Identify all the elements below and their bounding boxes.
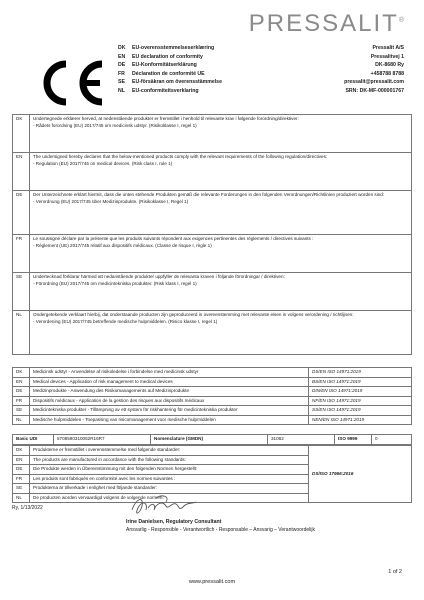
lang-code: EN: [13, 153, 30, 191]
declaration-text: [30, 311, 412, 355]
header-label: EU-overensstemmelseserklæring: [132, 45, 215, 51]
declaration-regulation: - Förordning (EU) 2017/745 om medicintekniska produkter. (Risk klass I, regel 1): [33, 280, 197, 286]
standard-description: Medicintekniska produkter - Tillämpning av ett system för riskhantering för medicintekniska produkter: [30, 406, 309, 416]
header-label: EU-conformiteitsverklaring: [132, 87, 199, 94]
lang-code: FR: [118, 70, 125, 77]
iso9999-value: 0: [372, 435, 412, 445]
declaration-intro: Ondergetekende verklaart hierbij, dat onderstaande producten zijn geproduceerd in overeenstemming met relevante eisen in volgens verordening / richtlijnen:: [33, 312, 354, 317]
company-name: Pressalit A/S: [372, 45, 404, 51]
declaration-regulation: - Règlement (UE) 2017/745 relatif aux dispositifs médicaux. (Classe de risque I, règle 1): [33, 242, 212, 248]
header-label: Déclaration de conformité UE: [132, 70, 205, 77]
declarations-table: [12, 114, 412, 355]
lang-code: SE: [118, 79, 125, 86]
lang-code: DE: [118, 62, 126, 69]
declaration-row: [13, 115, 412, 153]
standard-number: DS/EN ISO 14971:2019: [309, 368, 412, 378]
lang-code: DE: [13, 191, 30, 235]
footer-url[interactable]: www.pressalit.com: [188, 579, 236, 585]
standard-row: [13, 406, 412, 416]
declaration-text: [30, 273, 412, 311]
header-row: [118, 87, 404, 96]
standard-row: [13, 368, 412, 378]
gmdn-label: Nomenclature (GMDN): [151, 435, 268, 445]
declaration-intro: Undertegnede erklærer herved, at nedenstående produkter er fremstillet i henhold til relevante krav i følgende forordning/direktiver:: [33, 116, 299, 121]
standard-row: [13, 387, 412, 397]
company-srn: SRN: DK-MF-000001767: [345, 87, 404, 94]
company-phone: +458788 8788: [370, 70, 404, 77]
declaration-regulation: - Verordening (EU) 2017/745 betreffende medische hulpmiddelen. (Risico klasse I, regel 1): [33, 318, 218, 324]
standard-row: [13, 396, 412, 406]
standard-description: Medische hulpmiddelen - Toepassing van risicomanagement voor medische hulpmiddelen: [30, 415, 309, 425]
header-block: [118, 44, 404, 96]
lang-code: DK: [13, 446, 30, 456]
production-row: [13, 446, 412, 456]
brand-name: PRESSALIT: [248, 10, 399, 37]
lang-code: NL: [13, 311, 30, 355]
standard-row: [13, 377, 412, 387]
standards-table: [12, 367, 412, 425]
header-row: [118, 53, 404, 62]
declaration-row: [13, 273, 412, 311]
lang-code: SE: [13, 484, 30, 494]
standard-number: NF/EN ISO 14971:2019: [309, 396, 412, 406]
declaration-intro: Undertecknad förklarar härmed att nedanstående produkter uppfyller de relevanta kraven i följande förordningar / direktiven:: [33, 274, 285, 279]
iso9999-label: ISO 9999: [335, 435, 372, 445]
lang-code: DK: [13, 115, 30, 153]
lang-code: FR: [13, 474, 30, 484]
header-row: [118, 70, 404, 79]
production-text: Produkterne er fremstillet i overensstemmelse med følgende standarder:: [30, 446, 309, 456]
production-standard: DS/ISO 17966:2016: [309, 446, 412, 503]
standard-number: NEN/EN ISO 14971:2019: [309, 415, 412, 425]
lang-code: EN: [13, 455, 30, 465]
declaration-row: [13, 191, 412, 235]
declaration-intro: The undersigned hereby declares that the below-mentioned products comply with the relevant requirements of the following regulation/directives:: [33, 154, 328, 159]
declaration-regulation: - Verordnung (EU) 2017/745 über Medizinprodukte. (Risikoklasse I, Regel 1): [33, 198, 189, 204]
standard-description: Medizinprodukte - Anwendung des Risikomanagements auf Medizinprodukte: [30, 387, 309, 397]
declaration-regulation: - Regulation (EU) 2017/745 on medical devices. (Risk class I, rule 1): [33, 160, 173, 166]
udi-label: Basic UDI: [13, 435, 54, 445]
udi-row: [13, 435, 412, 445]
standard-number: BS/EN ISO 14971:2019: [309, 377, 412, 387]
signatory-role: Ansvarlig - Responsible - Verantwortlich - Responsable – Ansvarig – Verantwoordelijk: [126, 527, 315, 533]
declaration-text: [30, 153, 412, 191]
declaration-row: [13, 311, 412, 355]
udi-value: 5708590310062R16R7: [54, 435, 151, 445]
header-row: [118, 61, 404, 70]
declaration-intro: Der Unterzeichnete erklärt hiermit, dass die unten stehende Produkten gemäß die relevante Forderungen in den folgenden Verordnungen/Richtlinien produziert worden sind:: [33, 192, 385, 197]
brand-logo: [249, 10, 404, 38]
standard-description: Dispositifs médicaux - Application de la gestion des risques aux dispositifs médicaux: [30, 396, 309, 406]
standard-description: Medicinsk udstyr - Anvendelse af risikoledelse i forbindelse med medicinsk udstyr: [30, 368, 309, 378]
lang-code: DK: [13, 368, 30, 378]
header-label: EU-Konformitätserklärung: [132, 62, 197, 69]
lang-code: FR: [13, 235, 30, 273]
lang-code: EN: [118, 53, 126, 60]
production-text: De producten worden vervaardigd volgens de volgende normen:: [30, 493, 309, 503]
company-email[interactable]: pressalit@pressalit.com: [344, 79, 404, 86]
lang-code: NL: [118, 87, 125, 94]
lang-code: NL: [13, 493, 30, 503]
lang-code: NL: [13, 415, 30, 425]
declaration-text: [30, 115, 412, 153]
brand-mark: ®: [398, 17, 404, 24]
lang-code: FR: [13, 396, 30, 406]
company-city: DK-8680 Ry: [375, 62, 404, 69]
header-row: [118, 78, 404, 87]
production-text: The products are manufactured in accordance with the following standards:: [30, 455, 309, 465]
standard-number: SS/EN ISO 14971:2019: [309, 406, 412, 416]
declaration-row: [13, 153, 412, 191]
declaration-regulation: - Rådets forordning (EU) 2017/745 om medicinsk udstyr. (Risikoklasse I, regel 1): [33, 122, 197, 128]
declaration-text: [30, 191, 412, 235]
standard-description: Medical devices - Application of risk management to medical devices: [30, 377, 309, 387]
lang-code: DK: [118, 45, 126, 51]
lang-code: SE: [13, 273, 30, 311]
lang-code: EN: [13, 377, 30, 387]
signatory-name: Irine Danielsen, Regulatory Consultant: [126, 519, 222, 525]
ce-mark-icon: [36, 60, 106, 106]
declaration-row: [13, 235, 412, 273]
standard-number: DIN/EN ISO 14971:2019: [309, 387, 412, 397]
declaration-text: [30, 235, 412, 273]
signature-image: [126, 492, 206, 520]
header-label: EU declaration of conformity: [132, 53, 203, 60]
production-text: Les produits sont fabriqués en conformité avec les normes suivantes :: [30, 474, 309, 484]
issue-date: Ry, 1/13/2022: [12, 505, 43, 511]
header-row: [118, 44, 404, 53]
lang-code: SE: [13, 406, 30, 416]
company-street: Pressalitvej 1: [370, 53, 404, 60]
gmdn-value: 31062: [268, 435, 335, 445]
header-label: EU-försäkran om överensstämmelse: [132, 79, 222, 86]
udi-table: [12, 434, 412, 445]
declaration-intro: Le soussigné déclare par la présente que les produits suivants répondent aux exigences pertinentes des règlements / directives suivants :: [33, 236, 314, 241]
production-text: Die Produkte werden in Übereinstimmung mit den folgenden Normen hergestellt:: [30, 465, 309, 475]
lang-code: DE: [13, 387, 30, 397]
production-table: [12, 445, 412, 503]
production-text: Produkterna är tillverkade i enlighet med följande standarder:: [30, 484, 309, 494]
standard-row: [13, 415, 412, 425]
page-number: 1 of 2: [388, 569, 402, 575]
lang-code: DE: [13, 465, 30, 475]
